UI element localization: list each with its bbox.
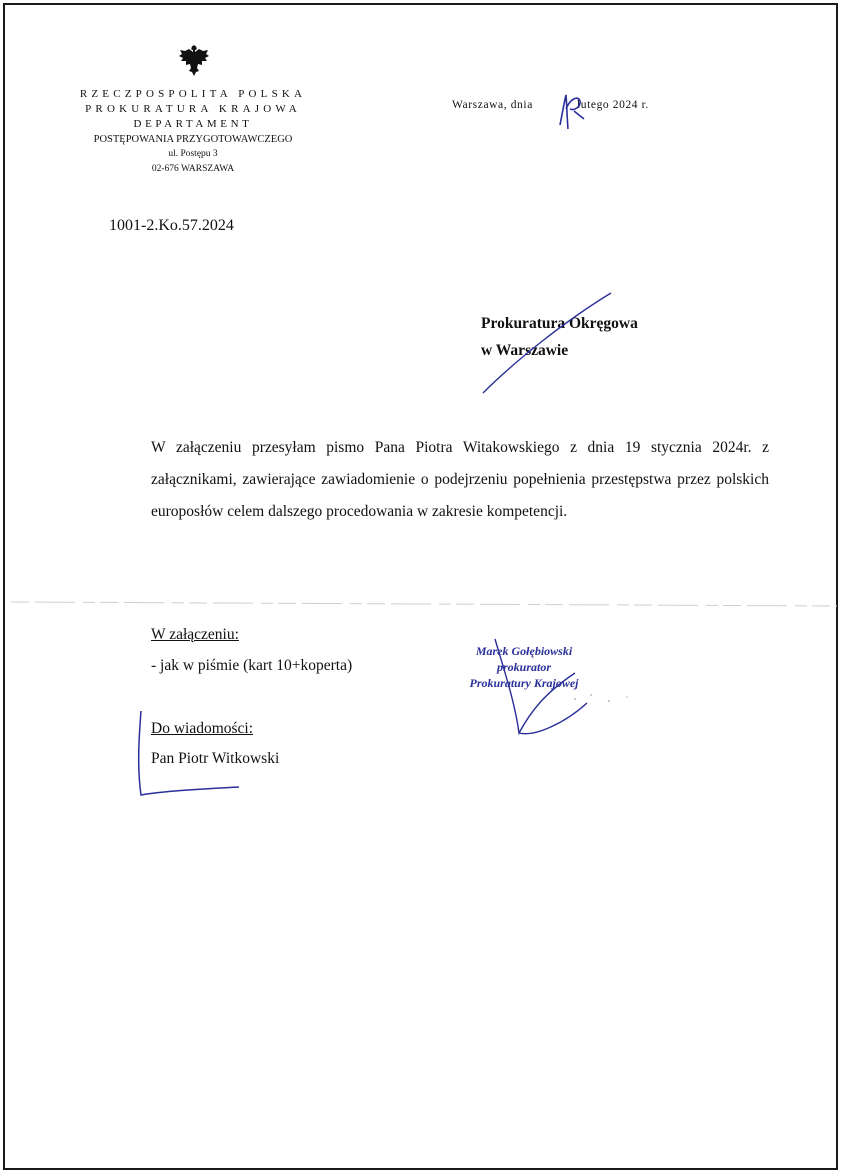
polish-eagle-icon [177, 43, 211, 79]
attachments-label: W załączeniu: [151, 626, 239, 643]
letter-body [151, 432, 769, 528]
prosecutor-stamp [439, 643, 609, 691]
recipient-line1: Prokuratura Okręgowa [481, 315, 638, 332]
cc-item: Pan Piotr Witkowski [151, 750, 280, 767]
stamp-office: Prokuratury Krajowej [469, 676, 579, 690]
header-country: RZECZPOSPOLITA POLSKA [79, 88, 307, 100]
header-city: 02-676 WARSZAWA [151, 164, 235, 174]
recipient-line2: w Warszawie [481, 342, 569, 359]
stamp-title: prokurator [496, 660, 552, 674]
handwritten-day-signature [554, 89, 588, 133]
paper-fold-line [11, 597, 837, 611]
document-page [3, 3, 838, 1170]
date-line [452, 99, 649, 111]
cc-label: Do wiadomości: [151, 720, 254, 737]
header-department: DEPARTAMENT [133, 118, 253, 130]
attachments-item: - jak w piśmie (kart 10+koperta) [151, 657, 353, 674]
date-prefix: Warszawa, dnia [452, 99, 533, 111]
handwritten-slash-mark [475, 291, 615, 401]
body-paragraph: W załączeniu przesyłam pismo Pana Piotra Witakowskiego z dnia 19 stycznia 2024r. z załącznikami, zawierające zawiadomienie o podejrzeniu popełnienia przestępstwa przez polskich europosłów celem dalszego procedowania w zakresie kompetencji. [151, 439, 769, 520]
issuer-header [57, 87, 329, 177]
stamp-name: Marek Gołębiowski [475, 644, 573, 658]
header-street: ul. Postępu 3 [168, 149, 218, 159]
scan-specks [565, 685, 645, 715]
date-suffix: lutego 2024 r. [576, 99, 649, 111]
case-number: 1001-2.Ko.57.2024 [109, 217, 234, 234]
header-department-name: POSTĘPOWANIA PRZYGOTOWAWCZEGO [93, 134, 293, 145]
header-office: PROKURATURA KRAJOWA [85, 103, 301, 115]
